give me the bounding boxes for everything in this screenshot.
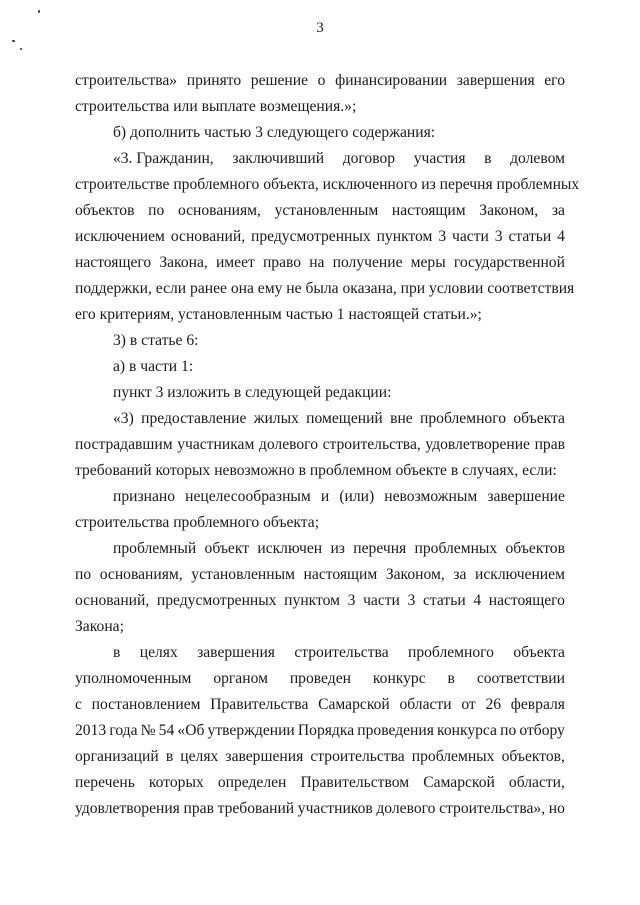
word: от [461, 696, 476, 713]
text-line [75, 536, 565, 562]
word: уполномоченным [75, 670, 192, 687]
word: проблемного [420, 410, 507, 427]
word: установленным [274, 202, 379, 219]
word: «3) [113, 410, 134, 427]
word: части [452, 228, 489, 245]
word: пунктом [376, 228, 433, 245]
word: организаций [75, 748, 159, 765]
text-line [75, 94, 565, 120]
word: февраля [510, 696, 565, 713]
word: 54 [158, 722, 175, 739]
document-body [75, 68, 580, 822]
word: «3. Гражданин, [113, 150, 214, 167]
word: на [309, 254, 325, 271]
word: соответствии [476, 670, 565, 687]
word: строительства или выплате возмещения.»; [75, 98, 357, 115]
word: его критериям, установленным частью 1 настоящей статьи.»; [75, 306, 482, 323]
scan-speck [38, 10, 40, 13]
word: поддержки, если ранее она ему не была оказана, при условии соответствия [75, 280, 575, 297]
word: меры [410, 254, 446, 271]
word: долевого [258, 436, 318, 453]
word: 3 [438, 228, 447, 245]
word: 4 [557, 228, 565, 245]
word: целях [139, 644, 178, 661]
word: пунктом [284, 592, 341, 609]
text-line [75, 224, 565, 250]
word: 3) в статье 6: [113, 332, 199, 349]
word: решение [250, 72, 309, 89]
word: в [447, 670, 455, 687]
word: «Об [177, 722, 205, 739]
word: удовлетворения [75, 800, 180, 817]
word: по [500, 722, 517, 739]
scan-speck [20, 48, 22, 50]
word: объектов [505, 540, 565, 557]
word: утверждении [207, 722, 295, 739]
text-line [75, 172, 580, 198]
text-line [75, 406, 565, 432]
word: Законом, [479, 202, 539, 219]
word: помещений [306, 410, 383, 427]
word: удовлетворение [425, 436, 530, 453]
word: основаниям, [177, 202, 261, 219]
word: признано [113, 488, 176, 505]
scan-speck [12, 40, 15, 42]
word: за [453, 566, 467, 583]
word: договор [342, 150, 396, 167]
word: 26 [485, 696, 502, 713]
word: долевом [510, 150, 565, 167]
word: определен [217, 774, 287, 791]
text-line [75, 120, 565, 146]
word: области [399, 696, 452, 713]
text-line [75, 68, 565, 94]
word: в [113, 644, 121, 661]
word: завершения [456, 72, 535, 89]
word: настоящим [391, 202, 466, 219]
word: исключен [257, 540, 323, 557]
word: строительства», [439, 800, 546, 817]
word: о [317, 72, 326, 89]
text-line [75, 588, 565, 614]
text-line [75, 250, 565, 276]
word: настоящего [488, 592, 565, 609]
word: (или) [339, 488, 375, 505]
word: строительства проблемного объекта; [75, 514, 320, 531]
word: требований которых невозможно в проблемном объекте в случаях, если: [75, 462, 557, 479]
word: нецелесообразным [185, 488, 311, 505]
text-line [75, 198, 565, 224]
word: 2013 [75, 722, 107, 739]
word: пункт 3 изложить в следующей редакции: [113, 384, 392, 401]
text-line [75, 302, 565, 328]
word: исключением [75, 228, 165, 245]
text-line [75, 432, 565, 458]
word: вне [390, 410, 413, 427]
word: основаниям, [99, 566, 183, 583]
word: долевого [376, 800, 436, 817]
word: Закона, [159, 254, 208, 271]
text-line [75, 146, 565, 172]
word: перечня [353, 540, 407, 557]
text-line [75, 380, 565, 406]
word: настоящего [75, 254, 152, 271]
word: перечень [75, 774, 135, 791]
word: жилых [253, 410, 299, 427]
text-line [75, 562, 565, 588]
word: прав [534, 436, 565, 453]
word: финансировании [335, 72, 448, 89]
word: имеет [215, 254, 255, 271]
word: участникам [177, 436, 255, 453]
text-line [75, 328, 565, 354]
word: с [75, 696, 82, 713]
word: по [148, 202, 165, 219]
word: прав [183, 800, 214, 817]
word: в [165, 748, 174, 765]
word: Закона; [75, 618, 124, 635]
word: части [363, 592, 400, 609]
word: в [484, 150, 492, 167]
word: участия [413, 150, 466, 167]
word: государственной [453, 254, 565, 271]
word: 3 [347, 592, 356, 609]
word: предоставление [141, 410, 247, 427]
word: пострадавшим [75, 436, 173, 453]
word: невозможным [384, 488, 478, 505]
text-line [75, 276, 575, 302]
word: настоящим [303, 566, 378, 583]
word: Самарской [423, 774, 495, 791]
word: право [262, 254, 302, 271]
text-line [75, 510, 565, 536]
word: целях [180, 748, 219, 765]
word: б) дополнить частью 3 следующего содержания: [113, 124, 436, 141]
word: проблемных [411, 748, 495, 765]
word: оснований, [75, 592, 150, 609]
word: завершения [197, 644, 275, 661]
word: статьи [422, 592, 466, 609]
word: 4 [473, 592, 482, 609]
word: области, [508, 774, 565, 791]
word: завершение [487, 488, 565, 505]
word: Порядка [297, 722, 355, 739]
word: за [551, 202, 565, 219]
word: завершения [225, 748, 304, 765]
word: Правительством [300, 774, 410, 791]
word: органом [213, 670, 268, 687]
word: из [330, 540, 345, 557]
word: по [75, 566, 92, 583]
word: требований [217, 800, 295, 817]
word: исключением [475, 566, 565, 583]
word: строительства» [75, 72, 178, 89]
text-line [75, 666, 565, 692]
word: Правительства [210, 696, 309, 713]
word: которых [148, 774, 204, 791]
text-line [75, 770, 565, 796]
page-number: 3 [316, 20, 324, 36]
word: но [548, 800, 565, 817]
text-line [75, 718, 565, 744]
text-line [75, 796, 565, 822]
word: и [320, 488, 330, 505]
word: отбору [519, 722, 565, 739]
word: а) в части 1: [113, 358, 194, 375]
word: проблемного [407, 644, 494, 661]
word: получение [332, 254, 403, 271]
word: объекта [513, 644, 565, 661]
word: предусмотренных [251, 228, 371, 245]
word: 3 [494, 228, 503, 245]
word: статьи [508, 228, 552, 245]
word: постановлением [91, 696, 201, 713]
text-line [75, 692, 565, 718]
word: конкурс [372, 670, 426, 687]
word: № [140, 722, 156, 739]
text-line [75, 354, 565, 380]
word: оснований, [170, 228, 246, 245]
word: объект [204, 540, 250, 557]
word: предусмотренных [156, 592, 277, 609]
word: строительства, [322, 436, 421, 453]
word: установленным [191, 566, 295, 583]
text-line [75, 614, 565, 640]
word: Законом, [385, 566, 445, 583]
word: объектов [75, 202, 135, 219]
word: проблемных [414, 540, 498, 557]
word: его [544, 72, 565, 89]
text-line [75, 484, 565, 510]
word: года [109, 722, 138, 739]
word: конкурса [437, 722, 497, 739]
word: принято [186, 72, 242, 89]
word: участников [297, 800, 373, 817]
word: строительства [294, 644, 389, 661]
word: проведен [289, 670, 351, 687]
text-line [75, 744, 565, 770]
word: строительства [310, 748, 405, 765]
word: заключивший [232, 150, 325, 167]
text-line [75, 458, 565, 484]
word: проблемный [113, 540, 197, 557]
text-line [75, 640, 565, 666]
word: объектов, [501, 748, 565, 765]
word: объекта [513, 410, 565, 427]
word: Самарской [318, 696, 390, 713]
word: строительстве проблемного объекта, исключенного из перечня проблемных [75, 176, 580, 193]
word: 3 [407, 592, 416, 609]
word: проведения [357, 722, 434, 739]
